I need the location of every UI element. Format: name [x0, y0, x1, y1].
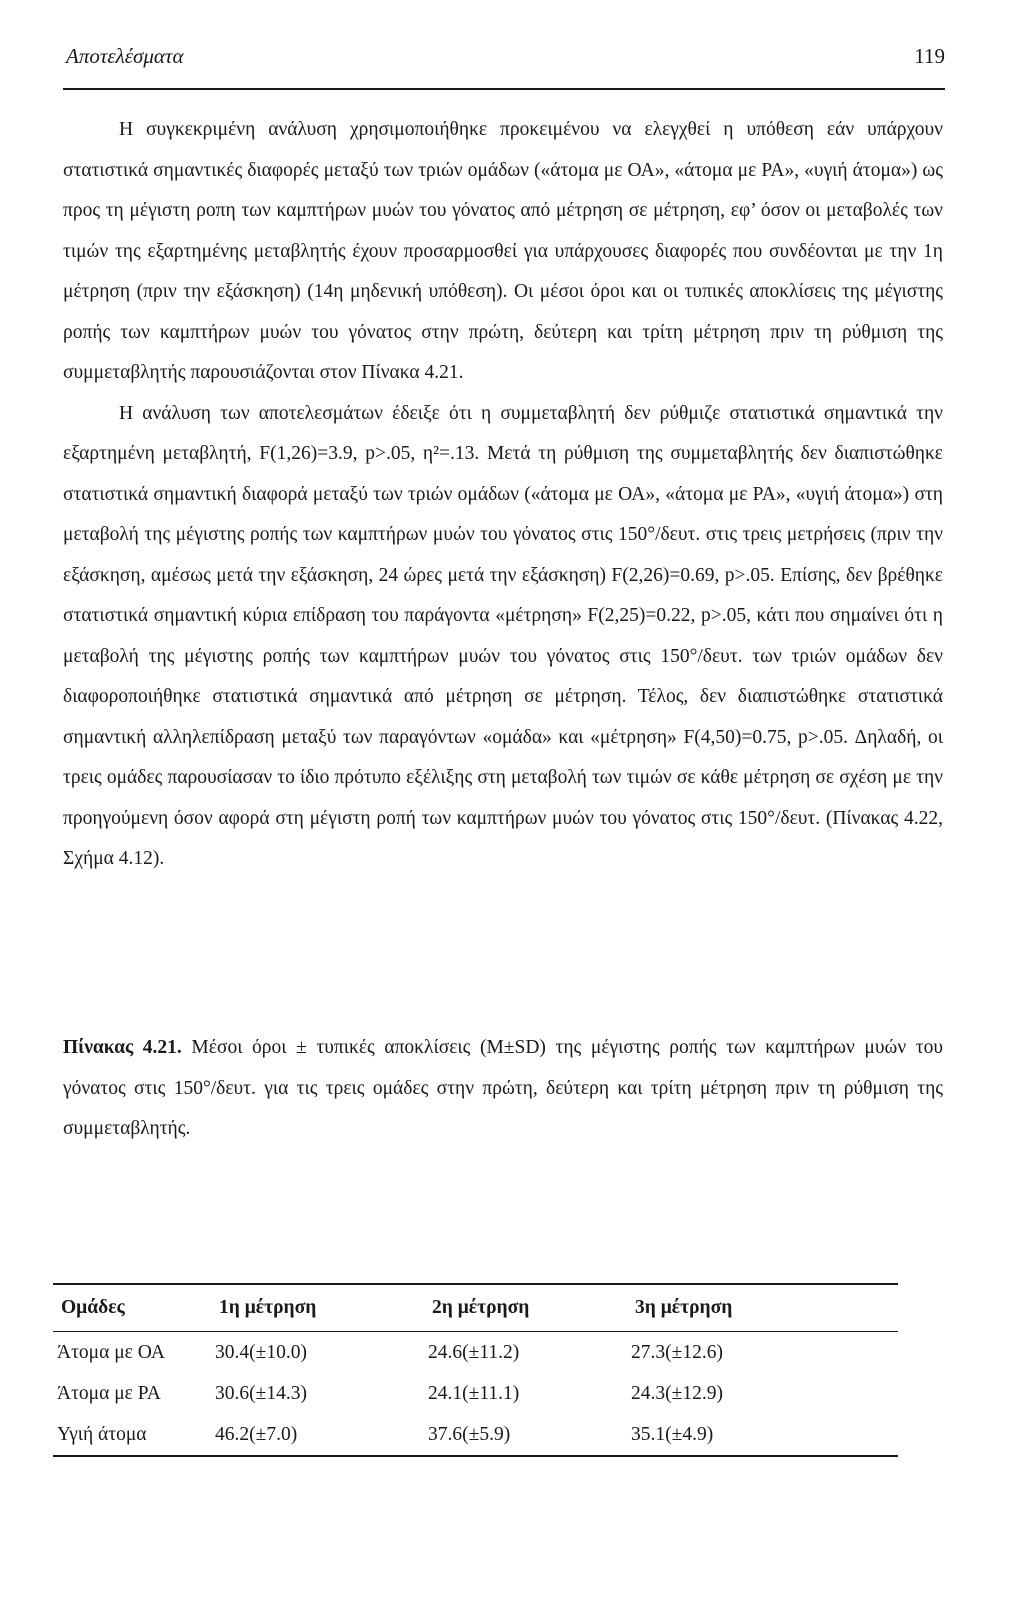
table-row [53, 1414, 898, 1456]
table-cell: 24.3(±12.9) [631, 1382, 723, 1404]
table-header-cell: Ομάδες [61, 1297, 125, 1318]
section-title: Αποτελέσματα [66, 44, 184, 68]
table-row [53, 1373, 898, 1414]
table-caption-text: Μέσοι όροι ± τυπικές αποκλίσεις (M±SD) της μέγιστης ροπής των καμπτήρων μυών του γόνατος στις 150°/δευτ. για τις τρεις ομάδες στην πρώτη, δεύτερη και τρίτη μέτρηση πριν τη ρύθμιση της συμμεταβλητής. [63, 1037, 943, 1139]
table-cell: Υγιή άτομα [57, 1423, 147, 1445]
table-cell: 30.4(±10.0) [215, 1341, 307, 1363]
table-cell: Άτομα με ΡΑ [57, 1382, 161, 1404]
table-caption [63, 1028, 943, 1150]
table-cell: 46.2(±7.0) [215, 1423, 298, 1445]
table-caption-label: Πίνακας 4.21. [63, 1037, 182, 1058]
table-cell: 24.1(±11.1) [428, 1382, 520, 1404]
table-cell: 37.6(±5.9) [428, 1423, 511, 1445]
table-header-cell: 1η μέτρηση [219, 1297, 317, 1318]
table-cell: 35.1(±4.9) [631, 1423, 714, 1445]
table-cell: Άτομα με ΟΑ [57, 1341, 165, 1363]
table-header-row [53, 1284, 898, 1332]
running-header [66, 44, 945, 74]
paragraph-1: Η συγκεκριμένη ανάλυση χρησιμοποιήθηκε προκειμένου να ελεγχθεί η υπόθεση εάν υπάρχουν στατιστικά σημαντικές διαφορές μεταξύ των τριών ομάδων («άτομα με ΟΑ», «άτομα με ΡΑ», «υγιή άτομα») ως προς τη μέγιστη ροπη των καμπτήρων μυών του γόνατος από μέτρηση σε μέτρηση, εφ’ όσον οι μεταβολές των τιμών της εξαρτημένης μεταβλητής έχουν προσαρμοσθεί για υπάρχουσες διαφορές που συνδέονται με την 1η μέτρηση (πριν την εξάσκηση) (14η μηδενική υπόθεση). Οι μέσοι όροι και οι τυπικές αποκλίσεις της μέγιστης ροπής των καμπτήρων μυών του γόνατος στην πρώτη, δεύτερη και τρίτη μέτρηση πριν τη ρύθμιση της συμμεταβλητής παρουσιάζονται στον Πίνακα 4.21. [63, 119, 943, 383]
header-divider [63, 88, 945, 90]
table-header-cell: 3η μέτρηση [635, 1297, 733, 1318]
table-cell: 24.6(±11.2) [428, 1341, 520, 1363]
paragraph-2: Η ανάλυση των αποτελεσμάτων έδειξε ότι η συμμεταβλητή δεν ρύθμιζε στατιστικά σημαντικά την εξαρτημένη μεταβλητή, F(1,26)=3.9, p>.05, η²=.13. Μετά τη ρύθμιση της συμμεταβλητής δεν διαπιστώθηκε στατιστικά σημαντική διαφορά μεταξύ των τριών ομάδων («άτομα με ΟΑ», «άτομα με ΡΑ», «υγιή άτομα») στη μεταβολή της μέγιστης ροπής των καμπτήρων μυών του γόνατος στις 150°/δευτ. στις τρεις μετρήσεις (πριν την εξάσκηση, αμέσως μετά την εξάσκηση, 24 ώρες μετά την εξάσκηση) F(2,26)=0.69, p>.05. Επίσης, δεν βρέθηκε στατιστικά σημαντική κύρια επίδραση του παράγοντα «μέτρηση» F(2,25)=0.22, p>.05, κάτι που σημαίνει ότι η μεταβολή της μέγιστης ροπής των καμπτήρων μυών του γόνατος στις 150°/δευτ. των τριών ομάδων δεν διαφοροποιήθηκε στατιστικά σημαντικά από μέτρηση σε μέτρηση. Τέλος, δεν διαπιστώθηκε στατιστικά σημαντική αλληλεπίδραση μεταξύ των παραγόντων «ομάδα» και «μέτρηση» F(4,50)=0.75, p>.05. Δηλαδή, οι τρεις ομάδες παρουσίασαν το ίδιο πρότυπο εξέλιξης στη μεταβολή των τιμών σε κάθε μέτρηση σε σχέση με την προηγούμενη όσον αφορά στη μέγιστη ροπή των καμπτήρων μυών του γόνατος στις 150°/δευτ. (Πίνακας 4.22, Σχήμα 4.12). [63, 402, 943, 869]
table-row [53, 1332, 898, 1374]
results-table [53, 1283, 898, 1457]
table-cell: 30.6(±14.3) [215, 1382, 307, 1404]
body-text [63, 110, 943, 880]
table-cell: 27.3(±12.6) [631, 1341, 723, 1363]
page-number: 119 [914, 44, 945, 68]
table-header-cell: 2η μέτρηση [432, 1297, 530, 1318]
